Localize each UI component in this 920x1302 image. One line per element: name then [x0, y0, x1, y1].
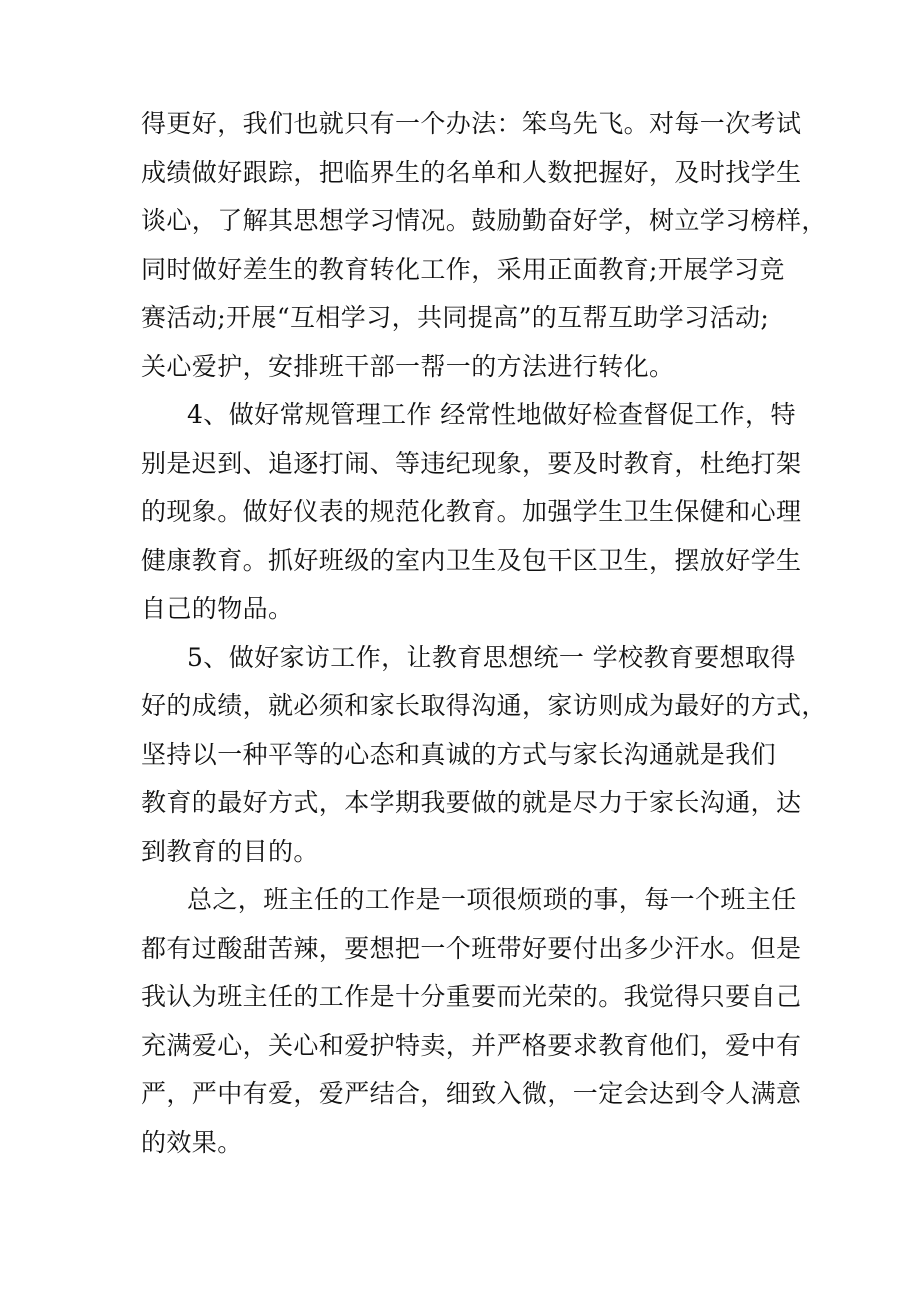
paragraph-3 [141, 634, 827, 877]
text-line: 好的成绩，就必须和家长取得沟通，家访则成为最好的方式， [141, 691, 827, 720]
text-line: 同时做好差生的教育转化工作，采用正面教育;开展学习竞 [141, 254, 785, 284]
paragraph-2 [141, 391, 802, 634]
text-line: 健康教育。抓好班级的室内卫生及包干区卫生，摆放好学生 [141, 545, 802, 575]
text-line-first: 5、做好家访工作，让教育思想统一 学校教育要想取得 [187, 642, 796, 672]
document-body [141, 100, 827, 1167]
text-line: 成绩做好跟踪，把临界生的名单和人数把握好，及时找学生 [141, 157, 802, 187]
text-line-first: 总之，班主任的工作是一项很烦琐的事，每一个班主任 [187, 885, 797, 914]
paragraph-4 [141, 876, 802, 1167]
text-line: 关心爱护，安排班干部一帮一的方法进行转化。 [141, 351, 675, 381]
text-line: 得更好，我们也就只有一个办法：笨鸟先飞。对每一次考试 [141, 109, 802, 138]
text-line: 自己的物品。 [141, 594, 294, 623]
text-line: 坚持以一种平等的心态和真诚的方式与家长沟通就是我们 [141, 739, 777, 769]
text-line: 严，严中有爱，爱严结合，细致入微，一定会达到令人满意 [141, 1079, 802, 1108]
text-line: 的现象。做好仪表的规范化教育。加强学生卫生保健和心理 [141, 497, 802, 526]
text-line: 我认为班主任的工作是十分重要而光荣的。我觉得只要自己 [141, 982, 802, 1011]
text-line: 赛活动;开展“互相学习，共同提高”的互帮互助学习活动; [141, 303, 770, 332]
text-line: 教育的最好方式，本学期我要做的就是尽力于家长沟通，达 [141, 788, 802, 817]
text-line: 谈心，了解其思想学习情况。鼓励勤奋好学，树立学习榜样， [141, 206, 827, 235]
paragraph-1 [141, 100, 827, 391]
text-line: 的效果。 [141, 1127, 243, 1157]
text-line: 充满爱心，关心和爱护特卖，并严格要求教育他们，爱中有 [141, 1030, 802, 1060]
text-line: 到教育的目的。 [141, 836, 319, 866]
text-line: 都有过酸甜苦辣，要想把一个班带好要付出多少汗水。但是 [141, 933, 802, 963]
text-line-first: 4、做好常规管理工作 经常性地做好检查督促工作，特 [187, 400, 796, 429]
text-line: 别是迟到、追逐打闹、等违纪现象，要及时教育，杜绝打架 [141, 448, 802, 478]
